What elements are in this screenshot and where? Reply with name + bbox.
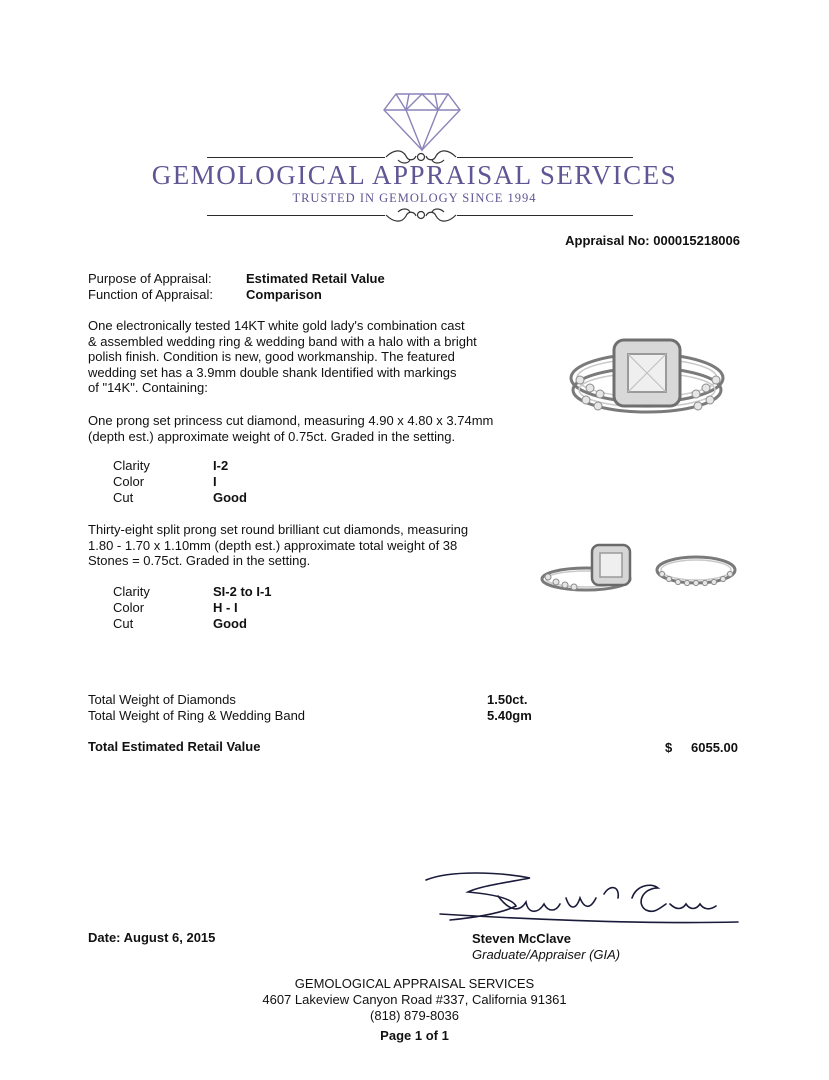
center-cut-label: Cut <box>113 490 134 505</box>
description-line: & assembled wedding ring & wedding band with a halo with a bright <box>88 333 477 349</box>
appraiser-title: Graduate/Appraiser (GIA) <box>472 947 621 962</box>
footer-phone: (818) 879-8036 <box>370 1008 459 1023</box>
total-retail-label: Total Estimated Retail Value <box>88 739 261 754</box>
header-top-rule <box>207 157 385 158</box>
appraiser-name: Steven McClave <box>472 931 571 946</box>
ring-photo-wedding-band <box>654 552 738 588</box>
description-line: wedding set has a 3.9mm double shank Identified with markings <box>88 364 457 380</box>
currency-symbol: $ <box>665 740 673 755</box>
description-line: One electronically tested 14KT white gold lady's combination cast <box>88 318 465 333</box>
footer-address: 4607 Lakeview Canyon Road #337, California 91361 <box>262 992 567 1007</box>
side-cut-label: Cut <box>113 616 134 631</box>
footer <box>0 976 829 1044</box>
side-stones-description <box>88 522 528 569</box>
center-color-label: Color <box>113 474 145 489</box>
total-ring-weight-value: 5.40gm <box>487 708 532 723</box>
header-top-rule-right <box>457 157 633 158</box>
side-stones-line: Stones = 0.75ct. Graded in the setting. <box>88 553 311 568</box>
diamond-icon <box>382 90 462 152</box>
description-line: polish finish. Condition is new, good workmanship. The featured <box>88 349 455 364</box>
item-description <box>88 318 518 396</box>
side-clarity-value: SI-2 to I-1 <box>213 584 272 599</box>
appraisal-date: Date: August 6, 2015 <box>88 930 216 945</box>
description-line: of "14K". Containing: <box>88 380 208 395</box>
function-label: Function of Appraisal: <box>88 287 214 302</box>
side-cut-value: Good <box>213 616 247 631</box>
side-color-value: H - I <box>213 600 238 615</box>
side-clarity-label: Clarity <box>113 584 150 599</box>
center-cut-value: Good <box>213 490 247 505</box>
side-color-label: Color <box>113 600 145 615</box>
header-bottom-rule <box>207 215 385 216</box>
total-diamonds-value: 1.50ct. <box>487 692 528 707</box>
center-stone-description <box>88 413 528 444</box>
center-color-value: I <box>213 474 217 489</box>
purpose-label: Purpose of Appraisal: <box>88 271 212 286</box>
flourish-bottom-ornament <box>384 206 458 224</box>
center-stone-line: One prong set princess cut diamond, measuring 4.90 x 4.80 x 3.74mm <box>88 413 494 428</box>
ring-set-photo-top <box>566 318 728 420</box>
total-ring-weight-label: Total Weight of Ring & Wedding Band <box>88 708 306 723</box>
page-number: Page 1 of 1 <box>380 1028 449 1043</box>
total-retail-value: 6055.00 <box>691 740 738 755</box>
center-clarity-value: I-2 <box>213 458 229 473</box>
company-tagline: TRUSTED IN GEMOLOGY SINCE 1994 <box>292 191 537 205</box>
appraisal-number: Appraisal No: 000015218006 <box>565 233 740 248</box>
center-clarity-label: Clarity <box>113 458 150 473</box>
appraiser-signature <box>420 868 740 930</box>
company-logo-title: GEMOLOGICAL APPRAISAL SERVICES <box>151 160 678 190</box>
ring-photo-engagement <box>540 535 650 601</box>
footer-company: GEMOLOGICAL APPRAISAL SERVICES <box>294 976 535 991</box>
side-stones-line: Thirty-eight split prong set round brilliant cut diamonds, measuring <box>88 522 469 537</box>
total-diamonds-label: Total Weight of Diamonds <box>88 692 236 707</box>
header-bottom-rule-right <box>457 215 633 216</box>
side-stones-line: 1.80 - 1.70 x 1.10mm (depth est.) approximate total weight of 38 <box>88 537 458 553</box>
center-stone-line: (depth est.) approximate weight of 0.75ct. Graded in the setting. <box>88 428 456 444</box>
function-value: Comparison <box>246 287 322 302</box>
purpose-value: Estimated Retail Value <box>246 271 385 286</box>
